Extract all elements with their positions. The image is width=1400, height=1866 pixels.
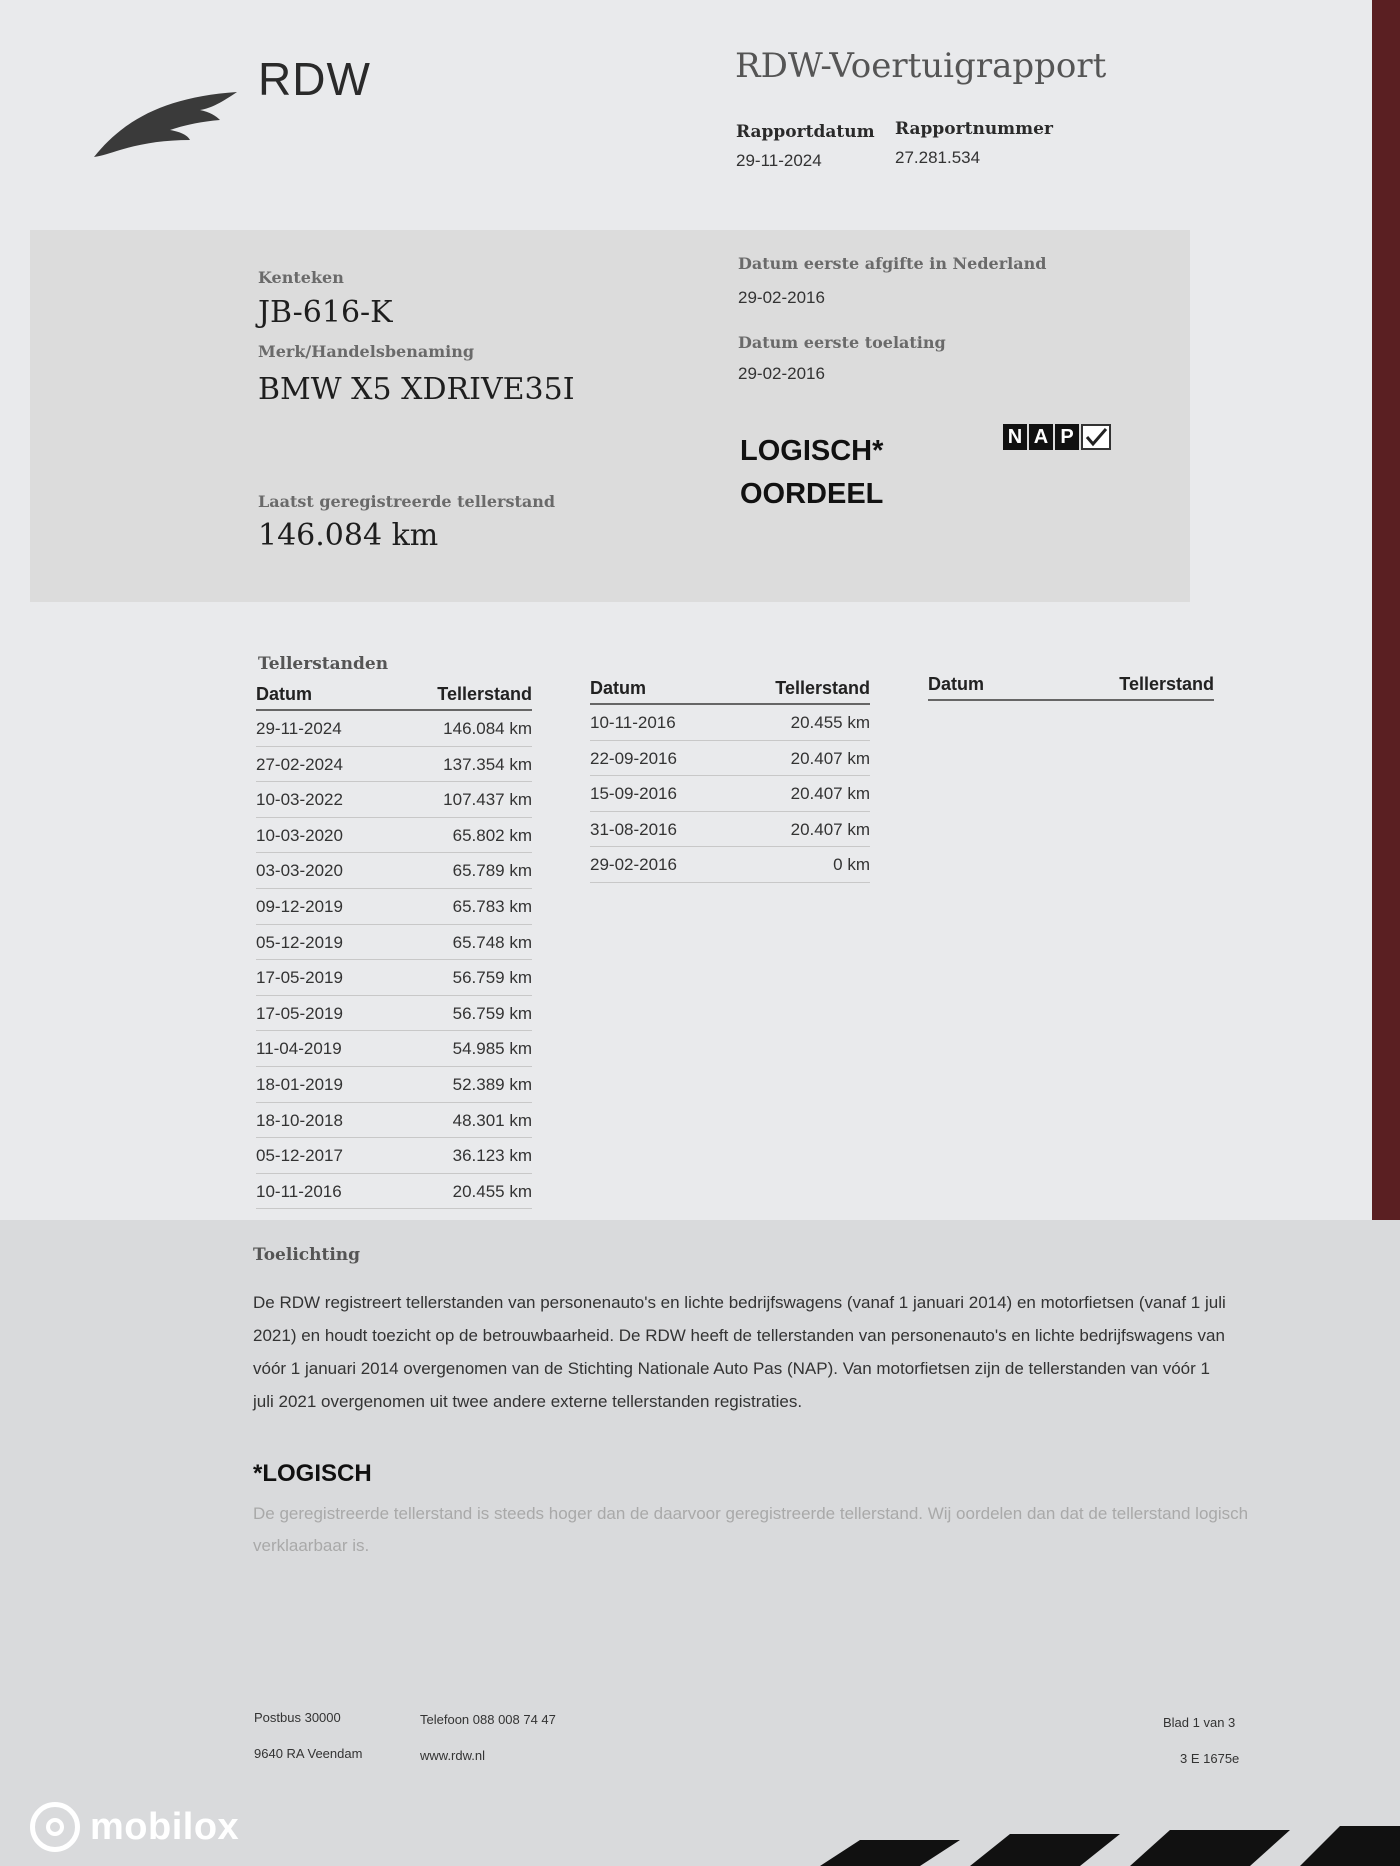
- verdict-label: OORDEEL: [740, 478, 884, 510]
- odometer-row-reading: 65.789 km: [452, 861, 532, 881]
- odometer-row-date: 05-12-2017: [256, 1146, 343, 1166]
- notes-title: Toelichting: [253, 1245, 361, 1265]
- odometer-row-date: 10-11-2016: [590, 713, 676, 732]
- odometer-row: [256, 1067, 532, 1103]
- odometer-row-reading: 20.407 km: [790, 784, 870, 804]
- odometer-table-2: [590, 678, 870, 883]
- footer-web: www.rdw.nl: [420, 1748, 486, 1763]
- last-odometer-value: 146.084 km: [258, 518, 439, 553]
- odometer-row-date: 10-03-2022: [256, 790, 343, 810]
- background-stripes-decoration: [820, 1820, 1400, 1866]
- col-date-header: Datum: [928, 674, 985, 694]
- odometer-row-date: 31-08-2016: [590, 819, 677, 839]
- odometer-row-date: 17-05-2019: [256, 968, 343, 988]
- odometer-row-reading: 54.985 km: [452, 1039, 532, 1059]
- odometer-row: [590, 705, 870, 741]
- odometer-row: [590, 812, 870, 848]
- verdict-result: LOGISCH*: [740, 435, 884, 467]
- odometer-row: [256, 925, 532, 961]
- odometer-row: [256, 1138, 532, 1174]
- logisch-body: De geregistreerde tellerstand is steeds hoger dan de daarvoor geregistreerde tellerstand. Wij oordelen dan dat de tellerstand logisch verklaarbaar is.: [253, 1504, 1249, 1555]
- col-date-header: Datum: [256, 684, 313, 704]
- first-issue-nl-value: 29-02-2016: [738, 288, 825, 307]
- odometer-row: [256, 889, 532, 925]
- nap-letter-n: N: [1003, 424, 1027, 450]
- odometer-row-date: 27-02-2024: [256, 754, 343, 774]
- odometer-row: [256, 1103, 532, 1139]
- odometer-row-date: 18-10-2018: [256, 1110, 343, 1130]
- odometer-row: [256, 1174, 532, 1210]
- odometer-row-date: 29-02-2016: [590, 855, 677, 875]
- odometer-row-date: 10-11-2016: [256, 1181, 342, 1201]
- nap-badge: [1003, 424, 1111, 450]
- report-date-label: Rapportdatum: [736, 122, 875, 142]
- odometer-row: [256, 782, 532, 818]
- odometer-row: [256, 960, 532, 996]
- first-issue-nl-label: Datum eerste afgifte in Nederland: [738, 254, 1047, 273]
- odometer-row-date: 22-09-2016: [590, 748, 677, 768]
- rdw-logo-text: RDW: [258, 53, 371, 105]
- first-admission-label: Datum eerste toelating: [738, 333, 946, 352]
- odometer-table-header: [928, 674, 1214, 701]
- odometer-row-reading: 20.407 km: [790, 748, 870, 768]
- footer-city: 9640 RA Veendam: [254, 1746, 363, 1761]
- odometer-row: [256, 818, 532, 854]
- odometer-row-reading: 65.802 km: [452, 825, 532, 845]
- footer-postbus: Postbus 30000: [254, 1710, 341, 1725]
- odometer-row: [590, 741, 870, 777]
- col-reading-header: Tellerstand: [1119, 674, 1214, 694]
- mobilox-watermark: [30, 1802, 239, 1852]
- col-reading-header: Tellerstand: [437, 684, 532, 704]
- nap-letter-a: A: [1029, 424, 1053, 450]
- odometer-row-reading: 65.748 km: [452, 932, 532, 952]
- odometer-row-date: 09-12-2019: [256, 896, 343, 916]
- odometer-row-reading: 20.407 km: [790, 819, 870, 839]
- logisch-title: *LOGISCH: [253, 1460, 372, 1487]
- odometer-table-header: [590, 678, 870, 705]
- odometer-row-date: 18-01-2019: [256, 1074, 343, 1094]
- notes-body: De RDW registreert tellerstanden van personenauto's en lichte bedrijfswagens (vanaf 1 januari 2014) en motorfietsen (vanaf 1 juli 2021) en houdt toezicht op de betrouwbaarheid. De RDW heeft de tellerstanden van personenauto's en lichte bedrijfswagens van vóór 1 januari 2014 overgenomen van de Stichting Nationale Auto Pas (NAP). Van motorfietsen zijn de tellerstanden van vóór 1 juli 2021 overgenomen uit twee andere externe tellerstanden registraties.: [253, 1293, 1226, 1411]
- odometer-row-reading: 48.301 km: [452, 1110, 532, 1130]
- vehicle-summary-panel: [30, 230, 1190, 602]
- odometer-row: [590, 847, 870, 883]
- plate-label: Kenteken: [258, 268, 344, 287]
- odometer-row-date: 10-03-2020: [256, 825, 343, 845]
- odometer-row-reading: 107.437 km: [443, 790, 532, 810]
- odometer-row-date: 29-11-2024: [256, 719, 342, 738]
- odometer-row-reading: 56.759 km: [452, 1003, 532, 1023]
- odometer-section-title: Tellerstanden: [258, 654, 389, 674]
- odometer-row-date: 17-05-2019: [256, 1003, 343, 1023]
- footer-page-number: Blad 1 van 3: [1163, 1715, 1236, 1730]
- mobilox-logo-icon: [30, 1802, 80, 1852]
- report-title: RDW-Voertuigrapport: [735, 46, 1107, 86]
- odometer-row-date: 05-12-2019: [256, 932, 343, 952]
- nap-letter-p: P: [1055, 424, 1079, 450]
- footer-doc-code: 3 E 1675e: [1180, 1751, 1240, 1766]
- odometer-row-reading: 20.455 km: [452, 1181, 532, 1201]
- report-date-value: 29-11-2024: [736, 151, 822, 170]
- make-label: Merk/Handelsbenaming: [258, 342, 475, 361]
- odometer-row-date: 03-03-2020: [256, 861, 343, 881]
- odometer-row-reading: 65.783 km: [452, 896, 532, 916]
- report-number-value: 27.281.534: [895, 148, 981, 167]
- odometer-row-reading: 20.455 km: [790, 713, 870, 732]
- odometer-row-date: 11-04-2019: [256, 1039, 342, 1059]
- odometer-row-reading: 56.759 km: [452, 968, 532, 988]
- odometer-row-reading: 52.389 km: [452, 1074, 532, 1094]
- col-reading-header: Tellerstand: [775, 678, 870, 698]
- odometer-table-header: [256, 684, 532, 711]
- first-admission-value: 29-02-2016: [738, 364, 825, 383]
- odometer-row: [256, 747, 532, 783]
- odometer-table-3: [928, 674, 1214, 701]
- odometer-row-reading: 137.354 km: [443, 754, 532, 774]
- nap-check-icon: [1081, 424, 1111, 450]
- odometer-row: [256, 711, 532, 747]
- odometer-row: [256, 1031, 532, 1067]
- odometer-row-reading: 36.123 km: [452, 1146, 532, 1166]
- odometer-row-reading: 146.084 km: [443, 719, 532, 738]
- odometer-table-1: [256, 684, 532, 1209]
- mobilox-watermark-text: mobilox: [90, 1805, 240, 1848]
- rdw-feather-logo-icon: [92, 82, 242, 162]
- plate-value: JB-616-K: [258, 295, 393, 330]
- odometer-row: [256, 853, 532, 889]
- report-number-label: Rapportnummer: [895, 119, 1053, 139]
- odometer-row: [256, 996, 532, 1032]
- footer-phone: Telefoon 088 008 74 47: [420, 1712, 556, 1727]
- odometer-row-date: 15-09-2016: [590, 784, 677, 804]
- odometer-row-reading: 0 km: [833, 855, 870, 875]
- last-odometer-label: Laatst geregistreerde tellerstand: [258, 492, 556, 511]
- odometer-row: [590, 776, 870, 812]
- make-value: BMW X5 XDRIVE35I: [258, 372, 575, 407]
- col-date-header: Datum: [590, 678, 647, 698]
